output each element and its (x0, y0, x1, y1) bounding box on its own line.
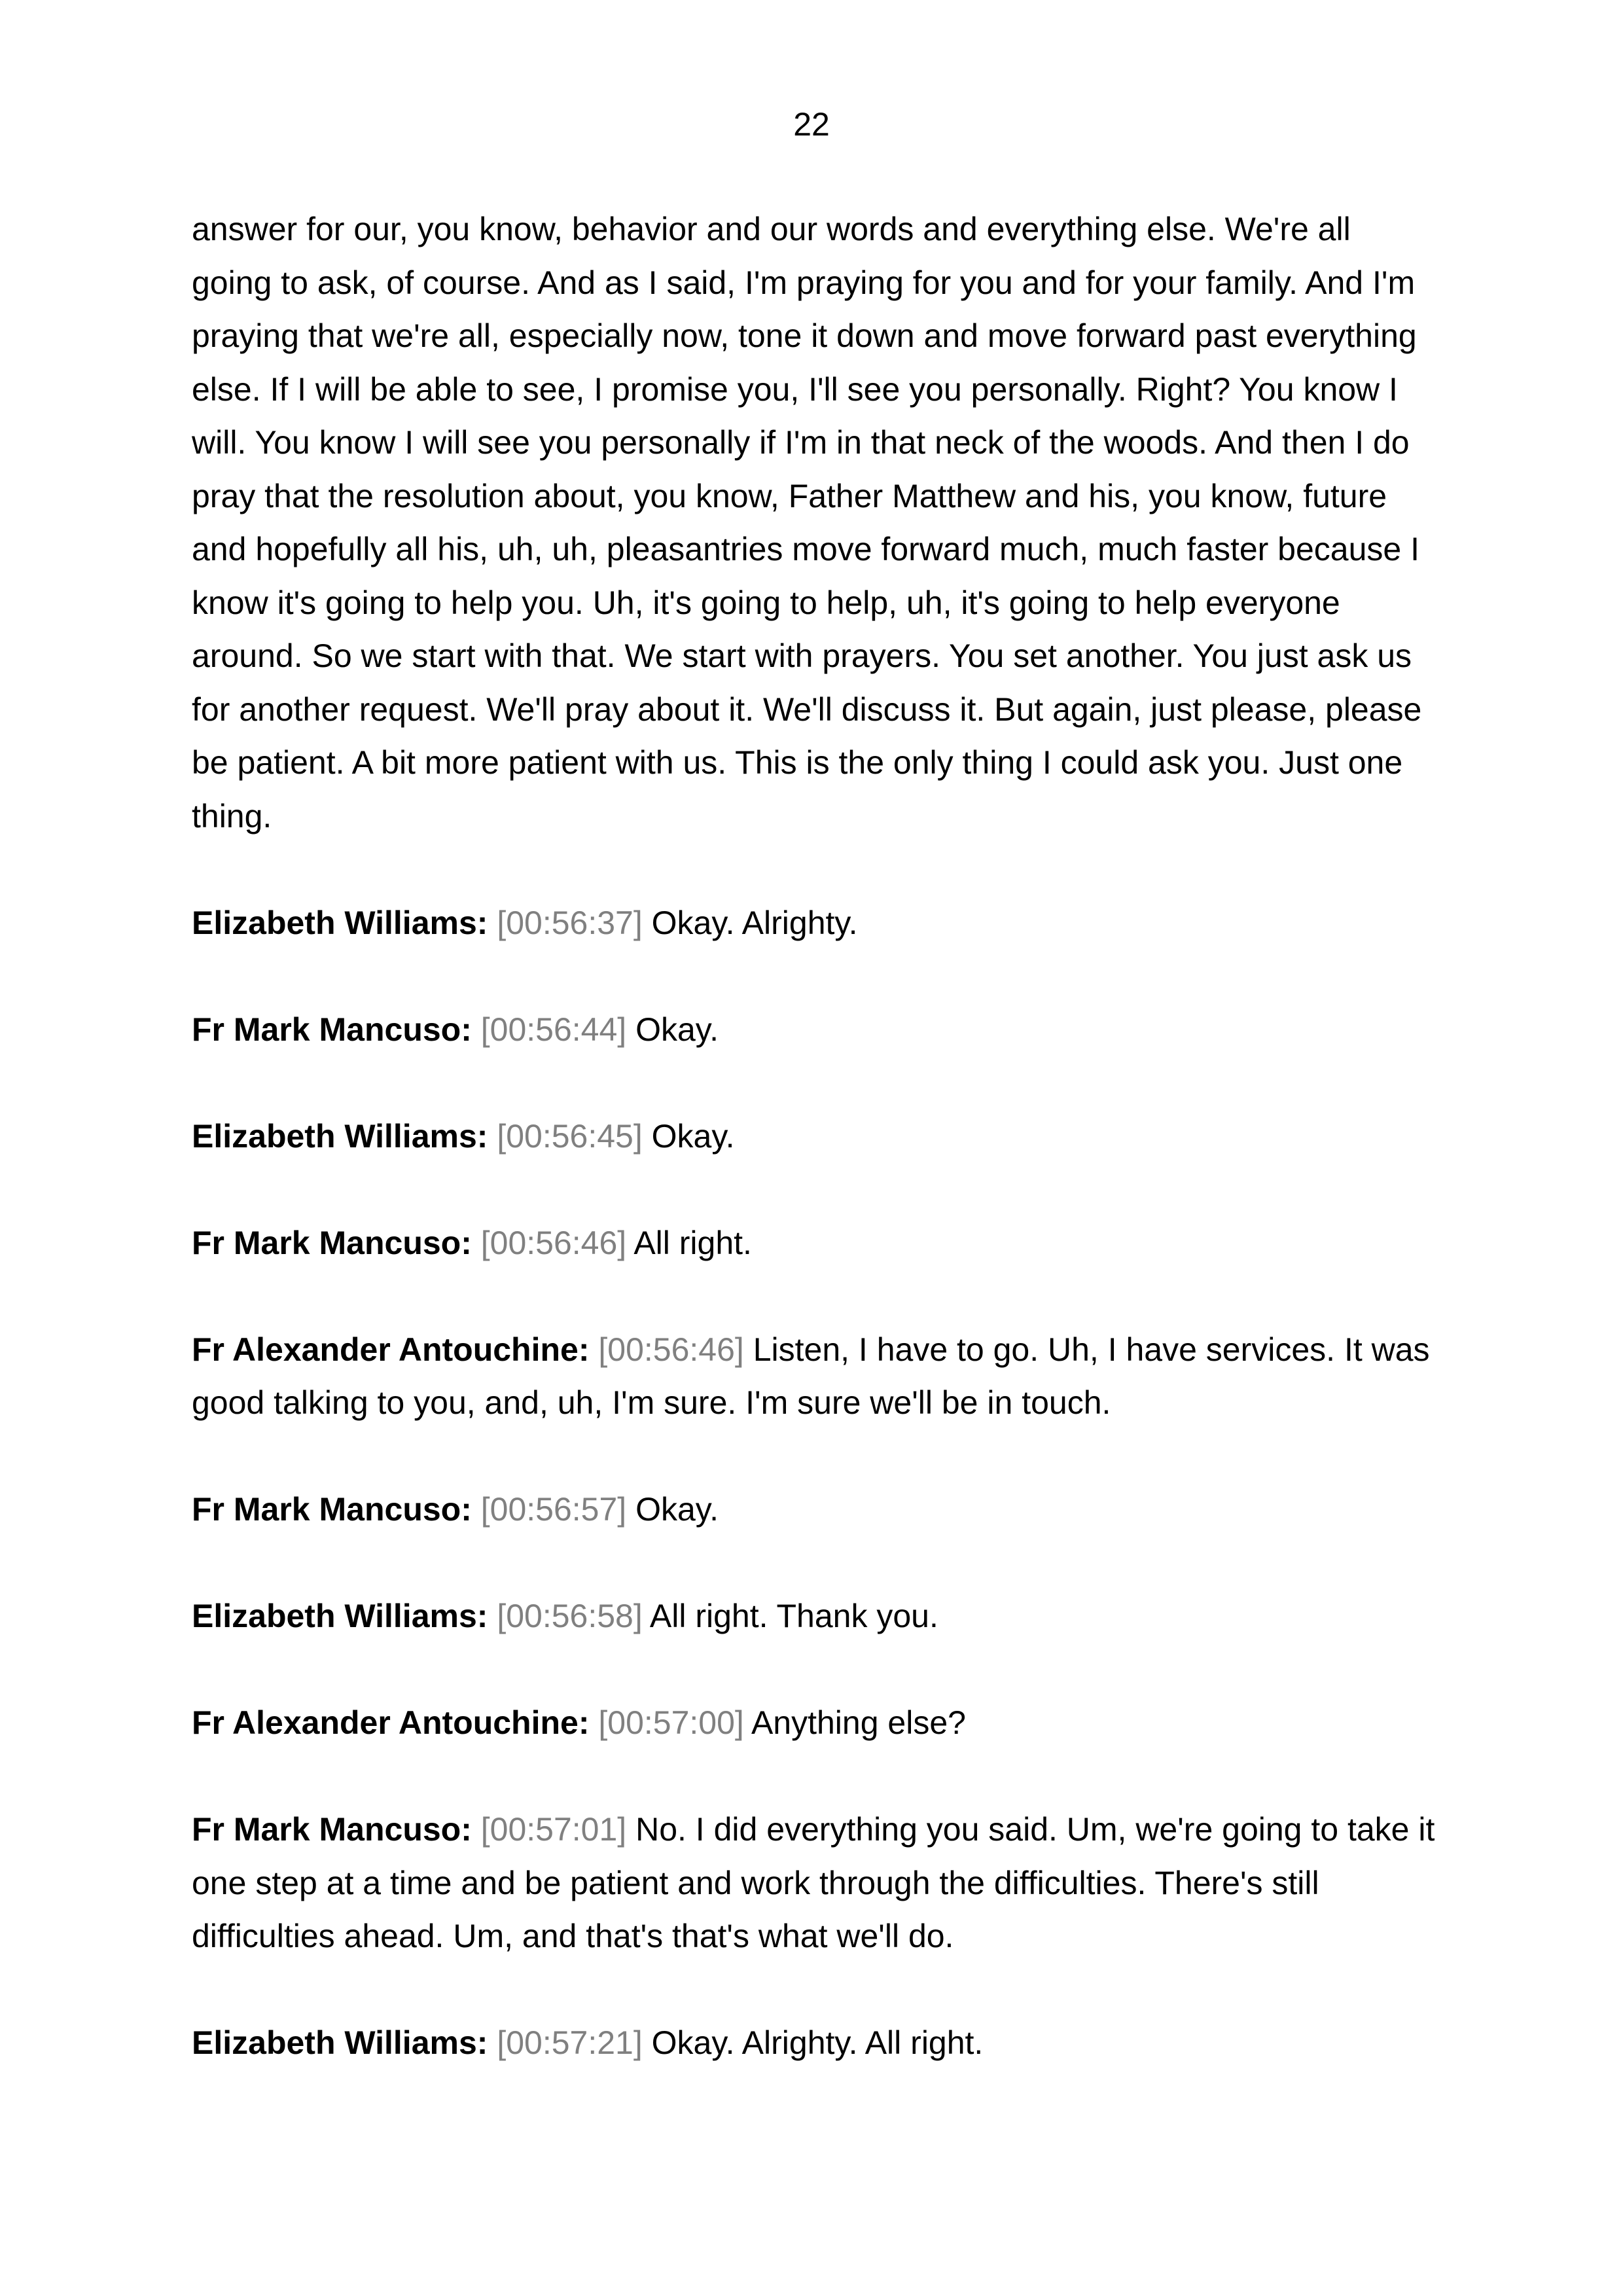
timestamp: [00:56:46] (598, 1331, 744, 1368)
utterance-text: Anything else? (751, 1704, 966, 1741)
timestamp: [00:56:46] (480, 1224, 627, 1261)
speaker-name: Fr Alexander Antouchine: (192, 1704, 590, 1741)
utterance-text: Okay. (635, 1011, 719, 1048)
transcript-entry (192, 2017, 1435, 2070)
speaker-name: Fr Mark Mancuso: (192, 1491, 472, 1528)
continuation-paragraph: answer for our, you know, behavior and our words and everything else. We're all going to ask, of course. And as I said, I'm praying for you and for your family. And I'm praying that we're all, especially now, tone it down and move forward past everything else. If I will be able to see, I promise you, I'll see you personally. Right? You know I will. You know I will see you personally if I'm in that neck of the woods. And then I do pray that the resolution about, you know, Father Matthew and his, you know, future and hopefully all his, uh, uh, pleasantries move forward much, much faster because I know it's going to help you. Uh, it's going to help, uh, it's going to help everyone around. So we start with that. We start with prayers. You set another. You just ask us for another request. We'll pray about it. We'll discuss it. But again, just please, please be patient. A bit more patient with us. This is the only thing I could ask you. Just one thing. (192, 211, 1422, 834)
transcript-entry (192, 1803, 1435, 1964)
utterance-text: Okay. Alrighty. All right. (651, 2024, 984, 2061)
speaker-name: Fr Mark Mancuso: (192, 1811, 472, 1848)
timestamp: [00:57:21] (497, 2024, 643, 2061)
timestamp: [00:56:37] (497, 904, 643, 941)
transcript-entry (192, 1483, 1435, 1537)
timestamp: [00:56:45] (497, 1117, 643, 1155)
transcript-entry (192, 1217, 1435, 1270)
speaker-name: Fr Mark Mancuso: (192, 1224, 472, 1261)
transcript-entry (192, 1590, 1435, 1643)
timestamp: [00:57:01] (480, 1811, 627, 1848)
speaker-name: Elizabeth Williams: (192, 904, 488, 941)
utterance-text: Okay. (635, 1491, 719, 1528)
utterance-text: Okay. Alrighty. (651, 904, 858, 941)
speaker-name: Elizabeth Williams: (192, 1117, 488, 1155)
speaker-name: Elizabeth Williams: (192, 1598, 488, 1634)
utterance-text: All right. Thank you. (649, 1598, 938, 1634)
page-number: 22 (793, 106, 830, 143)
timestamp: [00:56:44] (480, 1011, 627, 1048)
transcript-body (192, 203, 1435, 2123)
speaker-name: Fr Alexander Antouchine: (192, 1331, 590, 1368)
speaker-name: Elizabeth Williams: (192, 2024, 488, 2061)
transcript-entry (192, 1110, 1435, 1164)
timestamp: [00:56:57] (480, 1491, 627, 1528)
transcript-entry (192, 897, 1435, 950)
utterance-text: Listen, I have to go. Uh, I have services. It was good talking to you, and, uh, I'm sure. I'm sure we'll be in touch. (192, 1331, 1430, 1421)
utterance-text: All right. (633, 1224, 752, 1261)
speaker-name: Fr Mark Mancuso: (192, 1011, 472, 1048)
timestamp: [00:56:58] (497, 1598, 643, 1634)
timestamp: [00:57:00] (598, 1704, 744, 1741)
utterance-text: Okay. (651, 1117, 735, 1155)
transcript-entry (192, 1003, 1435, 1057)
transcript-entry (192, 1696, 1435, 1750)
utterance-text: No. I did everything you said. Um, we're going to take it one step at a time and be patient and work through the difficulties. There's still difficulties ahead. Um, and that's that's what we'll do. (192, 1811, 1435, 1954)
transcript-entry (192, 1323, 1435, 1430)
